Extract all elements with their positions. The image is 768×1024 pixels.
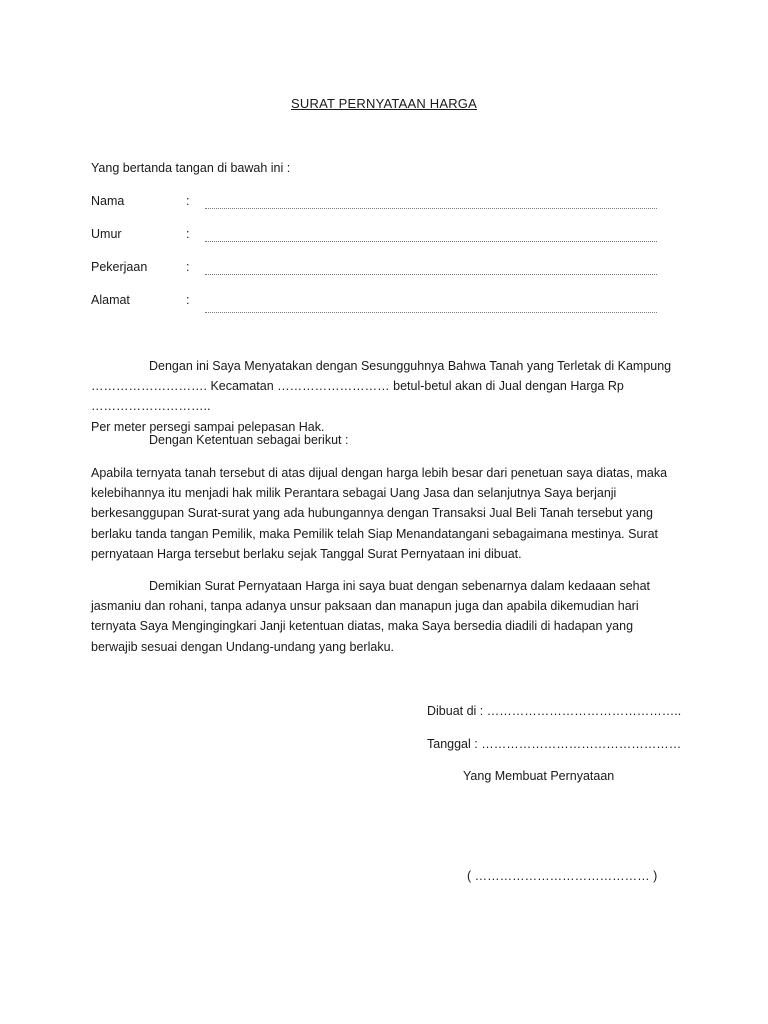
paragraph-text: Demikian Surat Pernyataan Harga ini saya buat dengan sebenarnya dalam kedaaan sehat (149, 579, 651, 593)
dibuat-di-line: Dibuat di : ……………………………………….. (427, 704, 682, 718)
fill-line (205, 312, 657, 313)
paragraph-statement (91, 356, 676, 437)
document-title: SURAT PERNYATAAN HARGA (291, 96, 477, 111)
paragraph-line (91, 576, 676, 596)
field-label: Nama (91, 194, 125, 208)
field-pekerjaan (91, 260, 661, 280)
paragraph-line: berwajib sesuai dengan Undang-undang yang berlaku. (91, 639, 394, 654)
paragraph-conditions (91, 463, 676, 564)
fill-line (205, 208, 657, 209)
paragraph-line (91, 430, 676, 450)
field-colon: : (186, 194, 190, 208)
field-colon: : (186, 260, 190, 274)
paragraph-line: berlaku tanda tangan Pemilik, maka Pemilik telah Siap Menandatangani sebagaimana mestinya. Surat (91, 526, 658, 541)
paragraph-line (91, 356, 676, 376)
field-label: Pekerjaan (91, 260, 148, 274)
field-colon: : (186, 227, 190, 241)
signer-name-placeholder: ( …………………………………… ) (467, 869, 658, 883)
paragraph-closing (91, 576, 676, 657)
field-umur (91, 227, 661, 247)
paragraph-line: berkesanggupan Surat-surat yang ada hubungannya dengan Transaksi Jual Beli Tanah tersebut yang (91, 506, 653, 521)
fill-line (205, 241, 657, 242)
paragraph-line: Per meter persegi sampai pelepasan Hak. (91, 419, 325, 434)
paragraph-line: kelebihannya itu menjadi hak milik Perantara sebagai Uang Jasa dan selanjutnya Saya berjanji (91, 486, 617, 501)
paragraph-line: ternyata Saya Mengingingkari Janji ketentuan diatas, maka Saya bersedia diadili di hadapan yang (91, 619, 634, 634)
field-colon: : (186, 293, 190, 307)
paragraph-text: Dengan ini Saya Menyatakan dengan Sesungguhnya Bahwa Tanah yang Terletak di Kampung (149, 359, 672, 373)
paragraph-conditions-heading (91, 430, 676, 450)
fill-line (205, 274, 657, 275)
field-nama (91, 194, 661, 214)
intro-text: Yang bertanda tangan di bawah ini : (91, 161, 291, 175)
paragraph-line: ………………………. Kecamatan ……………………… betul-betul akan di Jual dengan Harga Rp ……………………….. (91, 379, 624, 414)
paragraph-line: jasmaniu dan rohani, tanpa adanya unsur paksaan dan manapun juga dan apabila dikemudian hari (91, 599, 639, 614)
field-label: Alamat (91, 293, 130, 307)
paragraph-text: Dengan Ketentuan sebagai berikut : (149, 433, 349, 447)
signer-caption: Yang Membuat Pernyataan (463, 769, 615, 783)
field-alamat (91, 293, 661, 313)
field-label: Umur (91, 227, 122, 241)
tanggal-line: Tanggal : ………………………………………… (427, 737, 682, 751)
paragraph-line: Apabila ternyata tanah tersebut di atas dijual dengan harga lebih besar dari penetuan saya diatas, maka (91, 466, 668, 480)
paragraph-line: pernyataan Harga tersebut berlaku sejak Tanggal Surat Pernyataan ini dibuat. (91, 546, 522, 561)
